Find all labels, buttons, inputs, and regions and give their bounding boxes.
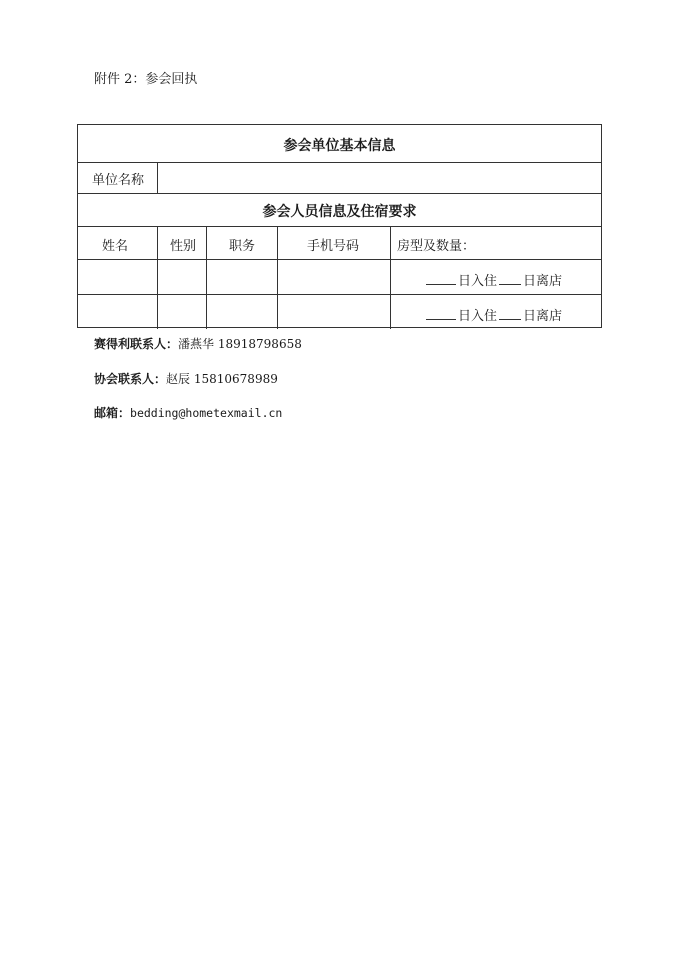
checkout-blank[interactable] (499, 273, 521, 285)
table-divider (277, 226, 278, 329)
table-divider (78, 193, 601, 194)
registration-form-table (77, 124, 602, 328)
contact-phone: 18918798658 (217, 337, 302, 351)
checkin-label: 日入住 (458, 309, 498, 324)
header-gender: 性别 (170, 239, 197, 254)
email-label: 邮箱： (94, 406, 131, 420)
checkout-label: 日离店 (523, 274, 563, 289)
section-title-attendee-info: 参会人员信息及住宿要求 (262, 204, 417, 220)
table-divider (157, 226, 158, 329)
contact-phone: 15810678989 (193, 372, 278, 386)
checkin-blank[interactable] (426, 308, 456, 320)
header-phone: 手机号码 (307, 239, 360, 254)
table-divider (157, 162, 158, 193)
contact-name: 赵辰 (166, 372, 191, 386)
header-name: 姓名 (102, 239, 129, 254)
contact-email (94, 404, 282, 421)
contact-label: 协会联系人： (94, 372, 167, 386)
email-link[interactable]: bedding@hometexmail.cn (130, 406, 283, 420)
checkin-blank[interactable] (426, 273, 456, 285)
checkin-label: 日入住 (458, 274, 498, 289)
unit-name-field[interactable] (168, 169, 588, 185)
checkout-blank[interactable] (499, 308, 521, 320)
section-title-unit-info: 参会单位基本信息 (283, 138, 396, 154)
checkout-label: 日离店 (523, 309, 563, 324)
stay-dates-row-2 (426, 305, 562, 324)
contact-association (94, 370, 278, 387)
contact-sateri (94, 335, 302, 352)
header-room-type: 房型及数量： (397, 239, 476, 254)
contact-label: 赛得利联系人： (94, 337, 179, 351)
contact-name: 潘燕华 (178, 337, 215, 351)
stay-dates-row-1 (426, 270, 562, 289)
table-divider (206, 226, 207, 329)
header-position: 职务 (229, 239, 256, 254)
table-divider (390, 226, 391, 329)
attachment-label: 附件 2：参会回执 (94, 72, 198, 87)
unit-name-label: 单位名称 (92, 173, 145, 188)
